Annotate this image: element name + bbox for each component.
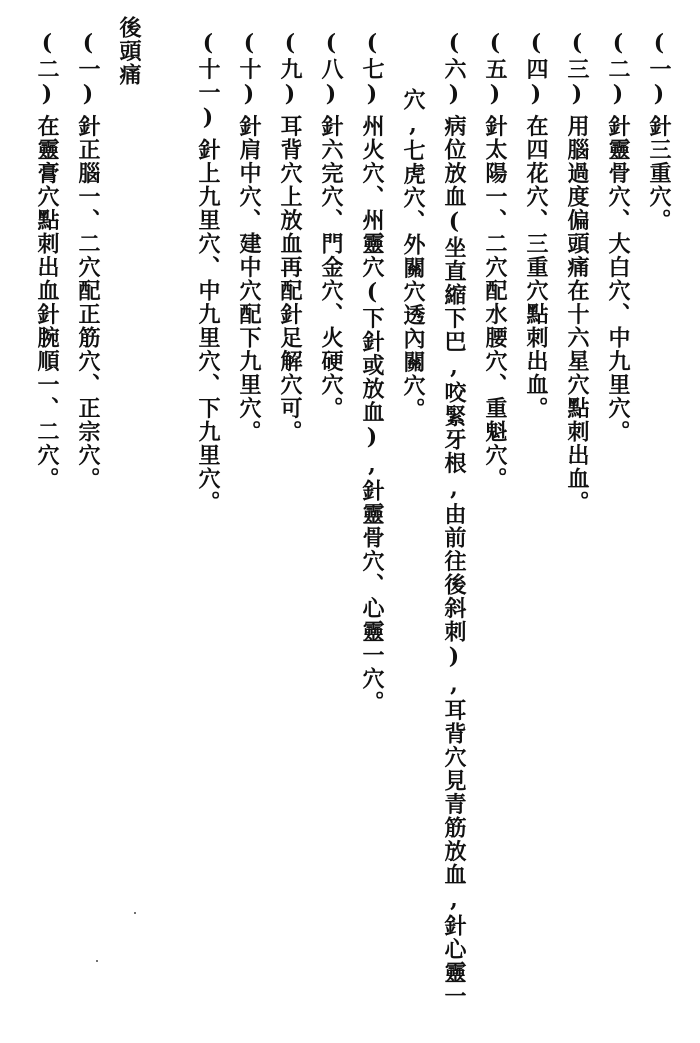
item-text: 在四花穴、三重穴點刺出血。 xyxy=(523,114,549,420)
item-number: (一) xyxy=(646,30,672,109)
text-column-1 xyxy=(648,30,670,232)
text-column-14 xyxy=(36,30,58,491)
item-text: 病位放血(坐直縮下巴,咬緊牙根,由前往後斜刺),耳背穴見青筋放血,針心靈一 xyxy=(441,114,467,1008)
item-number: (二) xyxy=(34,30,60,109)
item-text: 針上九里穴、中九里穴、下九里穴。 xyxy=(195,138,221,514)
item-number: (九) xyxy=(277,30,303,109)
item-text: 針太陽一、二穴配水腰穴、重魁穴。 xyxy=(482,114,508,491)
item-text: 針靈骨穴、大白穴、中九里穴。 xyxy=(605,114,631,444)
text-column-6-continued xyxy=(402,88,424,421)
item-text: 州火穴、州靈穴(下針或放血),針靈骨穴、心靈一穴。 xyxy=(359,114,385,714)
item-number: (七) xyxy=(359,30,385,109)
scan-speck xyxy=(134,912,136,914)
item-text: 用腦過度偏頭痛在十六星穴點刺出血。 xyxy=(564,114,590,514)
item-text: 針六完穴、門金穴、火硬穴。 xyxy=(318,114,344,420)
text-column-4 xyxy=(525,30,547,420)
item-number: (二) xyxy=(605,30,631,109)
section-heading-text: 後頭痛 xyxy=(116,16,142,87)
item-number: (六) xyxy=(441,30,467,109)
item-text: 穴,七虎穴、外關穴透內關穴。 xyxy=(400,88,426,421)
item-number: (十) xyxy=(236,30,262,109)
item-text: 針正腦一、二穴配正筋穴、正宗穴。 xyxy=(75,114,101,491)
text-column-2 xyxy=(607,30,629,444)
text-column-8 xyxy=(320,30,342,420)
section-heading xyxy=(118,16,140,87)
item-number: (三) xyxy=(564,30,590,109)
item-text: 在靈膏穴點刺出血針腕順一、二穴。 xyxy=(34,114,60,491)
item-text: 耳背穴上放血再配針足解穴可。 xyxy=(277,114,303,444)
text-column-11 xyxy=(197,30,219,514)
text-column-6 xyxy=(443,30,465,1008)
text-column-7 xyxy=(361,30,383,714)
item-number: (十一) xyxy=(195,30,221,132)
text-column-5 xyxy=(484,30,506,491)
text-column-13 xyxy=(77,30,99,491)
item-text: 針肩中穴、建中穴配下九里穴。 xyxy=(236,114,262,444)
text-column-3 xyxy=(566,30,588,514)
item-number: (八) xyxy=(318,30,344,109)
scan-speck xyxy=(96,960,98,962)
item-number: (五) xyxy=(482,30,508,109)
text-column-9 xyxy=(279,30,301,444)
item-text: 針三重穴。 xyxy=(646,114,672,232)
text-column-10 xyxy=(238,30,260,444)
item-number: (四) xyxy=(523,30,549,109)
item-number: (一) xyxy=(75,30,101,109)
